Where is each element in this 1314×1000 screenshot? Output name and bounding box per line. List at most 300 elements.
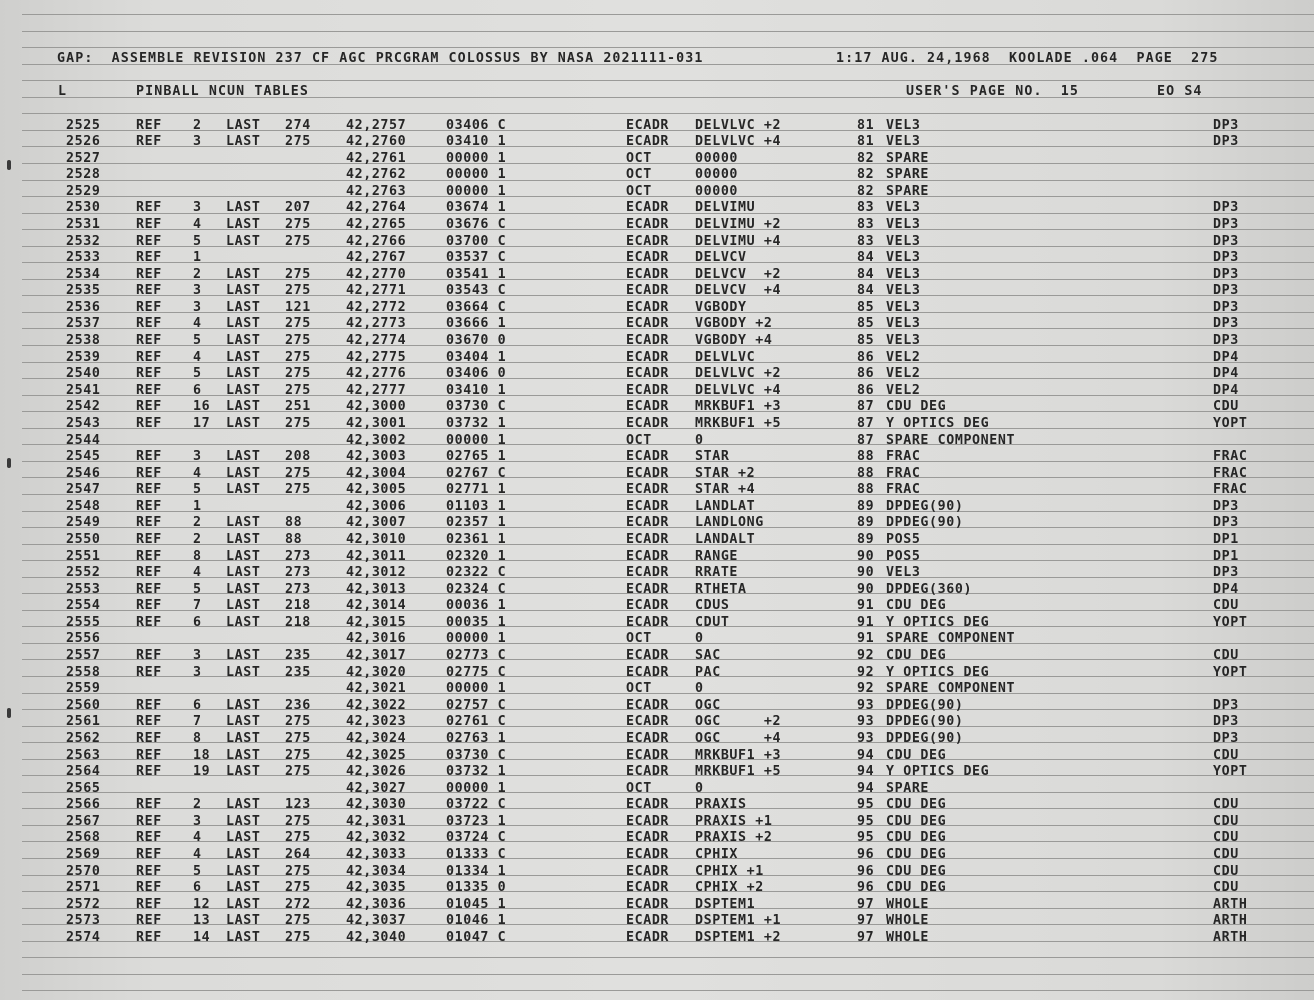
opcode: ECADR: [626, 615, 670, 630]
opcode: ECADR: [626, 200, 670, 215]
ref-count: 5: [193, 864, 202, 879]
address: 42,3006: [346, 499, 407, 514]
line-number: 2539: [66, 350, 101, 365]
scale-code: FRAC: [1213, 466, 1248, 481]
ref-count: 7: [193, 714, 202, 729]
octal-value: 02771 1: [446, 482, 507, 497]
scale-code: DP3: [1213, 118, 1239, 133]
operand: OGC +4: [695, 731, 782, 746]
last-label: LAST: [226, 399, 261, 414]
last-page: 275: [285, 416, 311, 431]
octal-value: 00000 1: [446, 151, 507, 166]
ref-count: 4: [193, 847, 202, 862]
address: 42,3035: [346, 880, 407, 895]
line-number: 2557: [66, 648, 101, 663]
octal-value: 00000 1: [446, 631, 507, 646]
description: SPARE: [886, 184, 930, 199]
noun-number: 96: [857, 880, 875, 895]
last-label: LAST: [226, 366, 261, 381]
last-page: 123: [285, 797, 311, 812]
description: CDU DEG: [886, 847, 947, 862]
ref-count: 4: [193, 565, 202, 580]
operand: DELVCV +4: [695, 283, 782, 298]
description: CDU DEG: [886, 399, 947, 414]
ref-count: 1: [193, 499, 202, 514]
ref-count: 4: [193, 350, 202, 365]
operand: DELVLVC +2: [695, 118, 782, 133]
octal-value: 00036 1: [446, 598, 507, 613]
scale-code: DP1: [1213, 549, 1239, 564]
scale-code: ARTH: [1213, 913, 1248, 928]
line-number: 2574: [66, 930, 101, 945]
line-number: 2553: [66, 582, 101, 597]
ref-label: REF: [136, 864, 162, 879]
operand: DSPTEM1 +1: [695, 913, 782, 928]
opcode: ECADR: [626, 565, 670, 580]
operand: LANDALT: [695, 532, 756, 547]
scale-code: CDU: [1213, 648, 1239, 663]
opcode: ECADR: [626, 797, 670, 812]
last-label: LAST: [226, 565, 261, 580]
line-number: 2536: [66, 300, 101, 315]
line-number: 2549: [66, 515, 101, 530]
ruled-line: [22, 974, 1314, 975]
ref-label: REF: [136, 797, 162, 812]
ref-count: 12: [193, 897, 211, 912]
line-number: 2545: [66, 449, 101, 464]
octal-value: 03700 C: [446, 234, 507, 249]
ref-label: REF: [136, 250, 162, 265]
noun-number: 82: [857, 151, 875, 166]
last-page: 273: [285, 565, 311, 580]
noun-number: 93: [857, 698, 875, 713]
address: 42,2762: [346, 167, 407, 182]
scale-code: DP3: [1213, 134, 1239, 149]
last-label: LAST: [226, 648, 261, 663]
scale-code: YOPT: [1213, 764, 1248, 779]
operand: VGBODY +4: [695, 333, 773, 348]
address: 42,3021: [346, 681, 407, 696]
listing-row: [0, 665, 1314, 681]
line-number: 2555: [66, 615, 101, 630]
description: CDU DEG: [886, 598, 947, 613]
ref-count: 3: [193, 449, 202, 464]
listing-row: [0, 731, 1314, 747]
description: SPARE COMPONENT: [886, 631, 1016, 646]
line-number: 2533: [66, 250, 101, 265]
last-page: 275: [285, 864, 311, 879]
operand: DELVLVC +4: [695, 134, 782, 149]
operand: 0: [695, 433, 704, 448]
operand: DELVIMU: [695, 200, 756, 215]
listing-row: [0, 200, 1314, 216]
last-page: 218: [285, 615, 311, 630]
operand: DSPTEM1: [695, 897, 756, 912]
operand: CPHIX: [695, 847, 739, 862]
ref-count: 2: [193, 118, 202, 133]
noun-number: 83: [857, 200, 875, 215]
line-number: 2527: [66, 151, 101, 166]
last-label: LAST: [226, 615, 261, 630]
scale-code: DP4: [1213, 383, 1239, 398]
scale-code: CDU: [1213, 748, 1239, 763]
description: VEL3: [886, 565, 921, 580]
scale-code: DP4: [1213, 350, 1239, 365]
last-label: LAST: [226, 930, 261, 945]
octal-value: 00035 1: [446, 615, 507, 630]
address: 42,2766: [346, 234, 407, 249]
description: CDU DEG: [886, 864, 947, 879]
last-label: LAST: [226, 283, 261, 298]
listing-row: [0, 416, 1314, 432]
description: DPDEG(90): [886, 698, 964, 713]
last-page: 275: [285, 714, 311, 729]
noun-number: 86: [857, 383, 875, 398]
line-number: 2550: [66, 532, 101, 547]
address: 42,3037: [346, 913, 407, 928]
ref-label: REF: [136, 582, 162, 597]
ref-count: 6: [193, 698, 202, 713]
operand: SAC: [695, 648, 721, 663]
description: DPDEG(90): [886, 499, 964, 514]
listing-row: [0, 300, 1314, 316]
listing-row: [0, 532, 1314, 548]
ref-label: REF: [136, 449, 162, 464]
address: 42,2757: [346, 118, 407, 133]
last-page: 275: [285, 350, 311, 365]
opcode: ECADR: [626, 316, 670, 331]
user-page-number: USER'S PAGE NO. 15: [906, 84, 1080, 99]
ref-count: 16: [193, 399, 211, 414]
opcode: ECADR: [626, 598, 670, 613]
line-number: 2561: [66, 714, 101, 729]
address: 42,3017: [346, 648, 407, 663]
last-label: LAST: [226, 549, 261, 564]
scale-code: DP3: [1213, 698, 1239, 713]
noun-number: 96: [857, 847, 875, 862]
octal-value: 02357 1: [446, 515, 507, 530]
last-label: LAST: [226, 267, 261, 282]
description: VEL2: [886, 366, 921, 381]
scale-code: DP3: [1213, 333, 1239, 348]
scale-code: CDU: [1213, 814, 1239, 829]
description: Y OPTICS DEG: [886, 615, 990, 630]
ref-label: REF: [136, 515, 162, 530]
address: 42,3005: [346, 482, 407, 497]
ref-count: 4: [193, 217, 202, 232]
opcode: ECADR: [626, 134, 670, 149]
last-label: LAST: [226, 482, 261, 497]
opcode: ECADR: [626, 118, 670, 133]
description: CDU DEG: [886, 814, 947, 829]
operand: MRKBUF1 +3: [695, 748, 782, 763]
line-number: 2552: [66, 565, 101, 580]
octal-value: 01103 1: [446, 499, 507, 514]
noun-number: 86: [857, 366, 875, 381]
ref-label: REF: [136, 200, 162, 215]
listing-row: [0, 151, 1314, 167]
ref-label: REF: [136, 830, 162, 845]
scale-code: YOPT: [1213, 665, 1248, 680]
last-page: 275: [285, 333, 311, 348]
noun-number: 95: [857, 797, 875, 812]
octal-value: 01334 1: [446, 864, 507, 879]
description: VEL3: [886, 118, 921, 133]
operand: DSPTEM1 +2: [695, 930, 782, 945]
operand: 00000: [695, 184, 739, 199]
line-number: 2526: [66, 134, 101, 149]
operand: 0: [695, 681, 704, 696]
line-number: 2530: [66, 200, 101, 215]
listing-row: [0, 565, 1314, 581]
ref-count: 2: [193, 797, 202, 812]
listing-row: [0, 499, 1314, 515]
address: 42,3031: [346, 814, 407, 829]
address: 42,3014: [346, 598, 407, 613]
noun-number: 81: [857, 134, 875, 149]
address: 42,3040: [346, 930, 407, 945]
noun-number: 81: [857, 118, 875, 133]
last-page: 88: [285, 532, 303, 547]
description: POS5: [886, 532, 921, 547]
noun-number: 93: [857, 714, 875, 729]
opcode: ECADR: [626, 714, 670, 729]
ref-label: REF: [136, 648, 162, 663]
scale-code: DP3: [1213, 200, 1239, 215]
ref-label: REF: [136, 350, 162, 365]
octal-value: 03410 1: [446, 383, 507, 398]
operand: OGC: [695, 698, 721, 713]
operand: PAC: [695, 665, 721, 680]
listing-row: [0, 598, 1314, 614]
last-page: 275: [285, 217, 311, 232]
operand: DELVLVC: [695, 350, 756, 365]
ref-label: REF: [136, 814, 162, 829]
opcode: ECADR: [626, 217, 670, 232]
description: WHOLE: [886, 897, 930, 912]
listing-row: [0, 615, 1314, 631]
noun-number: 84: [857, 267, 875, 282]
ref-label: REF: [136, 665, 162, 680]
address: 42,3001: [346, 416, 407, 431]
last-label: LAST: [226, 316, 261, 331]
last-page: 275: [285, 283, 311, 298]
last-page: 275: [285, 748, 311, 763]
operand: DELVCV +2: [695, 267, 782, 282]
ref-count: 3: [193, 300, 202, 315]
scale-code: CDU: [1213, 847, 1239, 862]
last-label: LAST: [226, 748, 261, 763]
ref-label: REF: [136, 764, 162, 779]
listing-header-right: 1:17 AUG. 24,1968 KOOLADE .064 PAGE 275: [836, 51, 1219, 66]
operand: RANGE: [695, 549, 739, 564]
noun-number: 92: [857, 648, 875, 663]
last-label: LAST: [226, 333, 261, 348]
noun-number: 82: [857, 167, 875, 182]
description: FRAC: [886, 449, 921, 464]
octal-value: 03730 C: [446, 399, 507, 414]
description: VEL2: [886, 350, 921, 365]
octal-value: 03543 C: [446, 283, 507, 298]
noun-number: 92: [857, 681, 875, 696]
operand: RRATE: [695, 565, 739, 580]
last-label: LAST: [226, 350, 261, 365]
opcode: OCT: [626, 433, 652, 448]
scale-code: DP3: [1213, 300, 1239, 315]
operand: STAR +2: [695, 466, 756, 481]
noun-number: 89: [857, 515, 875, 530]
opcode: ECADR: [626, 549, 670, 564]
ruled-line: [22, 957, 1314, 958]
address: 42,2777: [346, 383, 407, 398]
line-number: 2534: [66, 267, 101, 282]
listing-row: [0, 383, 1314, 399]
scale-code: DP3: [1213, 714, 1239, 729]
ref-count: 13: [193, 913, 211, 928]
listing-row: [0, 880, 1314, 896]
opcode: OCT: [626, 781, 652, 796]
listing-row: [0, 482, 1314, 498]
noun-number: 88: [857, 449, 875, 464]
operand: DELVLVC +4: [695, 383, 782, 398]
operand: CPHIX +1: [695, 864, 764, 879]
last-page: 275: [285, 814, 311, 829]
description: SPARE: [886, 167, 930, 182]
scale-code: CDU: [1213, 864, 1239, 879]
address: 42,3026: [346, 764, 407, 779]
description: DPDEG(90): [886, 714, 964, 729]
listing-row: [0, 930, 1314, 946]
noun-number: 91: [857, 615, 875, 630]
ref-label: REF: [136, 316, 162, 331]
listing-row: [0, 631, 1314, 647]
opcode: ECADR: [626, 449, 670, 464]
address: 42,3007: [346, 515, 407, 530]
opcode: ECADR: [626, 582, 670, 597]
last-page: 275: [285, 267, 311, 282]
ref-label: REF: [136, 399, 162, 414]
octal-value: 01335 0: [446, 880, 507, 895]
noun-number: 87: [857, 416, 875, 431]
line-number: 2535: [66, 283, 101, 298]
last-page: 275: [285, 234, 311, 249]
noun-number: 90: [857, 582, 875, 597]
ref-count: 6: [193, 383, 202, 398]
description: VEL3: [886, 250, 921, 265]
ref-label: REF: [136, 880, 162, 895]
noun-number: 91: [857, 631, 875, 646]
last-label: LAST: [226, 234, 261, 249]
line-number: 2569: [66, 847, 101, 862]
operand: PRAXIS +2: [695, 830, 773, 845]
ref-count: 2: [193, 267, 202, 282]
opcode: ECADR: [626, 482, 670, 497]
last-label: LAST: [226, 466, 261, 481]
address: 42,3023: [346, 714, 407, 729]
opcode: ECADR: [626, 333, 670, 348]
line-number: 2556: [66, 631, 101, 646]
ref-label: REF: [136, 714, 162, 729]
line-number: 2551: [66, 549, 101, 564]
description: CDU DEG: [886, 797, 947, 812]
line-number: 2537: [66, 316, 101, 331]
opcode: ECADR: [626, 698, 670, 713]
opcode: ECADR: [626, 814, 670, 829]
opcode: ECADR: [626, 234, 670, 249]
last-page: 251: [285, 399, 311, 414]
last-label: LAST: [226, 913, 261, 928]
ref-count: 8: [193, 549, 202, 564]
ref-count: 5: [193, 482, 202, 497]
line-number: 2546: [66, 466, 101, 481]
ref-count: 18: [193, 748, 211, 763]
last-page: 275: [285, 366, 311, 381]
listing-row: [0, 399, 1314, 415]
address: 42,3000: [346, 399, 407, 414]
last-label: LAST: [226, 416, 261, 431]
description: Y OPTICS DEG: [886, 416, 990, 431]
noun-number: 97: [857, 897, 875, 912]
octal-value: 03674 1: [446, 200, 507, 215]
scale-code: DP3: [1213, 283, 1239, 298]
last-label: LAST: [226, 847, 261, 862]
listing-row: [0, 814, 1314, 830]
address: 42,2775: [346, 350, 407, 365]
line-number: 2540: [66, 366, 101, 381]
last-page: 208: [285, 449, 311, 464]
opcode: ECADR: [626, 383, 670, 398]
scale-code: CDU: [1213, 797, 1239, 812]
description: VEL3: [886, 217, 921, 232]
opcode: ECADR: [626, 764, 670, 779]
opcode: ECADR: [626, 913, 670, 928]
opcode: ECADR: [626, 399, 670, 414]
ref-label: REF: [136, 565, 162, 580]
last-page: 275: [285, 764, 311, 779]
listing-row: [0, 267, 1314, 283]
ref-label: REF: [136, 598, 162, 613]
last-label: LAST: [226, 532, 261, 547]
ref-label: REF: [136, 267, 162, 282]
octal-value: 02324 C: [446, 582, 507, 597]
listing-row: [0, 184, 1314, 200]
section-marker: L: [58, 84, 68, 99]
noun-number: 94: [857, 781, 875, 796]
address: 42,2760: [346, 134, 407, 149]
ref-count: 3: [193, 200, 202, 215]
description: DPDEG(90): [886, 731, 964, 746]
last-label: LAST: [226, 515, 261, 530]
ruled-line: [22, 990, 1314, 991]
opcode: ECADR: [626, 283, 670, 298]
last-label: LAST: [226, 449, 261, 464]
address: 42,2776: [346, 366, 407, 381]
last-page: 275: [285, 880, 311, 895]
ref-label: REF: [136, 698, 162, 713]
octal-value: 00000 1: [446, 781, 507, 796]
ref-label: REF: [136, 466, 162, 481]
opcode: ECADR: [626, 847, 670, 862]
last-page: 275: [285, 930, 311, 945]
address: 42,2767: [346, 250, 407, 265]
noun-number: 91: [857, 598, 875, 613]
octal-value: 03537 C: [446, 250, 507, 265]
listing-row: [0, 234, 1314, 250]
noun-number: 86: [857, 350, 875, 365]
description: CDU DEG: [886, 748, 947, 763]
listing-row: [0, 748, 1314, 764]
opcode: ECADR: [626, 499, 670, 514]
